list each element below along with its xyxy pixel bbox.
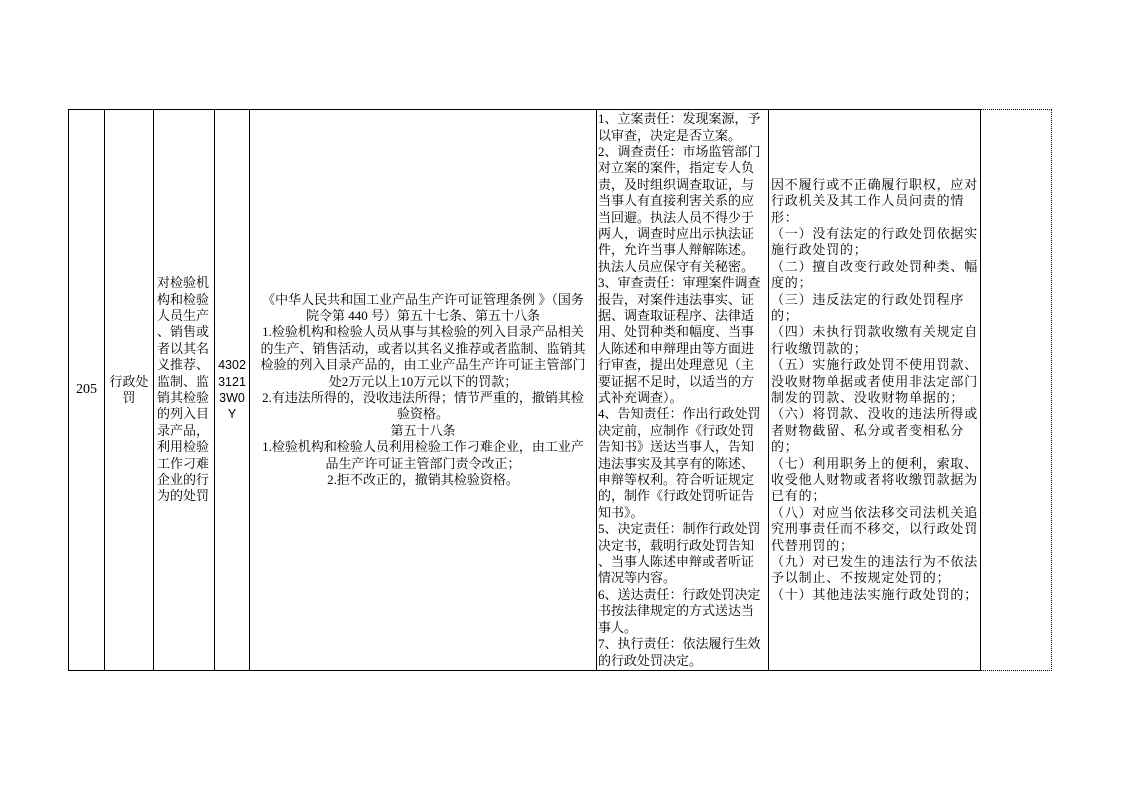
responsibility-line: 据、调查取证程序、法律适 bbox=[598, 307, 755, 323]
item-name-line: 监制、监 bbox=[157, 373, 210, 389]
item-code-line: Y bbox=[227, 407, 237, 422]
item-name-line: 工作刁难 bbox=[157, 455, 210, 471]
responsibility-line: 5、决定责任：制作行政处罚 bbox=[598, 521, 761, 537]
responsibility-line: 责，及时组织调查取证，与 bbox=[598, 176, 755, 192]
legal-basis-line: 1.检验机构和检验人员利用检验工作刁难企业，由工业产 bbox=[262, 439, 584, 455]
accountability-line: 制发的罚款、没收财物单据的； bbox=[771, 390, 965, 405]
legal-basis-line: 2.拒不改正的，撤销其检验资格。 bbox=[327, 472, 519, 488]
legal-basis-line: 院令第 440 号）第五十七条、第五十八条 bbox=[305, 307, 540, 323]
item-name-line: 为的处罚 bbox=[157, 488, 210, 504]
accountability-line: 予以制止、不按规定处罚的； bbox=[771, 570, 951, 586]
accountability-line: （一）没有法定的行政处罚依据实 bbox=[771, 225, 979, 241]
accountability-line: （二）擅自改变行政处罚种类、幅 bbox=[771, 258, 979, 274]
responsibility-line: 2、调查责任：市场监管部门 bbox=[598, 143, 761, 159]
responsibility-line: 的，制作《行政处罚听证告 bbox=[598, 488, 755, 504]
item-code-line: 3W0 bbox=[219, 391, 245, 405]
responsibility-line: 的行政处罚决定。 bbox=[598, 652, 703, 668]
legal-basis-line: 第五十八条 bbox=[390, 422, 456, 438]
item-name-line: 者以其名 bbox=[157, 340, 210, 356]
item-name-line: 企业的行 bbox=[157, 472, 210, 488]
legal-basis-line: 品生产许可证主管部门责令改正； bbox=[325, 455, 521, 471]
accountability-line: 的； bbox=[771, 307, 799, 323]
responsibility-line: 以审查，决定是否立案。 bbox=[598, 127, 742, 143]
accountability-line: 度的； bbox=[771, 275, 813, 291]
responsibility-line: 行审查，提出处理意见（主 bbox=[598, 357, 755, 373]
responsibility-line: 6、送达责任：行政处罚决定 bbox=[598, 586, 761, 602]
item-name-line: 对检验机 bbox=[157, 275, 210, 291]
legal-basis-line: 的生产、销售活动，或者以其名义推荐或者监制、监销其 bbox=[260, 340, 586, 356]
accountability-line: 代替刑罚的； bbox=[771, 537, 854, 553]
item-code-cell bbox=[214, 109, 249, 671]
row-number-cell bbox=[68, 109, 104, 671]
responsibility-line: 情况等内容。 bbox=[598, 570, 677, 586]
responsibility-line: 书按法律规定的方式送达当 bbox=[598, 603, 755, 619]
responsibility-line: 决定前，应制作《行政处罚 bbox=[598, 422, 755, 438]
accountability-line: （六）将罚款、没收的违法所得或 bbox=[771, 406, 979, 422]
accountability-line: 者财物截留、私分或者变相私分 bbox=[771, 422, 965, 438]
item-name-line: 录产品， bbox=[157, 422, 210, 438]
item-name-line: 销其检验 bbox=[157, 390, 210, 405]
row-number: 205 bbox=[76, 381, 97, 397]
item-name-line: 利用检验 bbox=[157, 439, 210, 455]
accountability-cell bbox=[768, 109, 981, 671]
item-name-cell bbox=[153, 109, 214, 671]
responsibility-line: 式补充调查）。 bbox=[598, 390, 683, 405]
accountability-line: （七）利用职务上的便利，索取、 bbox=[771, 455, 979, 471]
legal-basis-line: 1.检验机构和检验人员从事与其检验的列入目录产品相关 bbox=[262, 324, 584, 340]
responsibility-line: 决定书，载明行政处罚告知 bbox=[598, 537, 755, 553]
legal-basis-line: 验资格。 bbox=[396, 406, 449, 422]
accountability-line: 行收缴罚款的； bbox=[771, 340, 868, 356]
accountability-line: （三）违反法定的行政处罚程序 bbox=[771, 291, 965, 307]
accountability-line: （八）对应当依法移交司法机关追 bbox=[771, 504, 979, 520]
accountability-line: 行政机关及其工作人员问责的情 bbox=[771, 193, 965, 209]
responsibility-line: 人陈述和申辩理由等方面进 bbox=[598, 340, 755, 356]
power-list-table-row bbox=[68, 109, 1052, 671]
accountability-line: 究刑事责任而不移交，以行政处罚 bbox=[771, 521, 979, 537]
responsibility-line: 对立案的案件，指定专人负 bbox=[598, 160, 755, 176]
category-line: 行政处 bbox=[109, 373, 149, 389]
accountability-line: 已有的； bbox=[771, 488, 827, 504]
accountability-line: （十）其他违法实施行政处罚的； bbox=[771, 586, 979, 602]
accountability-line: 的； bbox=[771, 439, 799, 455]
item-name-line: 构和检验 bbox=[157, 291, 210, 307]
responsibility-line: 4、告知责任：作出行政处罚 bbox=[598, 406, 761, 422]
responsibility-line: 当事人有直接利害关系的应 bbox=[598, 193, 755, 209]
legal-basis-line: 检验的列入目录产品的，由工业产品生产许可证主管部门 bbox=[260, 357, 586, 373]
accountability-line: （四）未执行罚款收缴有关规定自 bbox=[771, 324, 979, 340]
item-code-line: 3121 bbox=[218, 374, 246, 389]
responsibility-line: 1、立案责任：发现案源，予 bbox=[598, 111, 761, 127]
legal-basis-cell bbox=[249, 109, 596, 671]
accountability-line: 形： bbox=[771, 209, 799, 225]
responsibility-line: 件，允许当事人辩解陈述。 bbox=[598, 242, 755, 258]
responsibility-line: 告知书》送达当事人，告知 bbox=[598, 439, 755, 455]
accountability-line: 没收财物单据或者使用非法定部门 bbox=[771, 373, 979, 389]
legal-basis-line: 2.有违法所得的，没收违法所得；情节严重的，撤销其检 bbox=[262, 390, 584, 405]
responsibility-line: 违法事实及其享有的陈述、 bbox=[598, 455, 755, 471]
accountability-line: 施行政处罚的； bbox=[771, 242, 868, 258]
category-line: 罚 bbox=[122, 390, 136, 405]
category-cell bbox=[104, 109, 153, 671]
responsibility-cell bbox=[596, 109, 768, 671]
item-name-line: 的列入目 bbox=[157, 406, 210, 422]
accountability-line: （九）对已发生的违法行为不依法 bbox=[771, 554, 979, 570]
responsibility-line: 执法人员应保守有关秘密。 bbox=[598, 258, 755, 274]
responsibility-line: 用、处罚种类和幅度、当事 bbox=[598, 324, 755, 340]
responsibility-line: 两人，调查时应出示执法证 bbox=[598, 225, 755, 241]
responsibility-line: 、当事人陈述申辩或者听证 bbox=[598, 554, 755, 570]
legal-basis-line: 《中华人民共和国工业产品生产许可证管理条例 》（国务 bbox=[262, 291, 584, 307]
accountability-line: 因不履行或不正确履行职权，应对 bbox=[771, 176, 979, 192]
legal-basis-line: 处2万元以上10万元以下的罚款； bbox=[328, 373, 518, 389]
responsibility-line: 事人。 bbox=[598, 619, 638, 635]
item-name-line: 义推荐、 bbox=[157, 357, 210, 373]
responsibility-line: 7、执行责任：依法履行生效 bbox=[598, 636, 761, 652]
responsibility-line: 报告，对案件违法事实、证 bbox=[598, 291, 755, 307]
item-code-line: 4302 bbox=[218, 358, 246, 373]
responsibility-line: 知书》。 bbox=[598, 504, 644, 520]
accountability-line: 收受他人财物或者将收缴罚款据为 bbox=[771, 472, 979, 488]
item-name-line: 、销售或 bbox=[157, 324, 210, 340]
item-name-line: 人员生产 bbox=[157, 307, 210, 323]
accountability-line: （五）实施行政处罚不使用罚款、 bbox=[771, 357, 979, 373]
responsibility-line: 要证据不足时，以适当的方 bbox=[598, 373, 755, 389]
responsibility-line: 3、审查责任：审理案件调查 bbox=[598, 275, 761, 291]
responsibility-line: 当回避。执法人员不得少于 bbox=[598, 209, 755, 225]
responsibility-line: 申辩等权利。符合听证规定 bbox=[598, 472, 755, 488]
remarks-cell bbox=[981, 109, 1052, 671]
